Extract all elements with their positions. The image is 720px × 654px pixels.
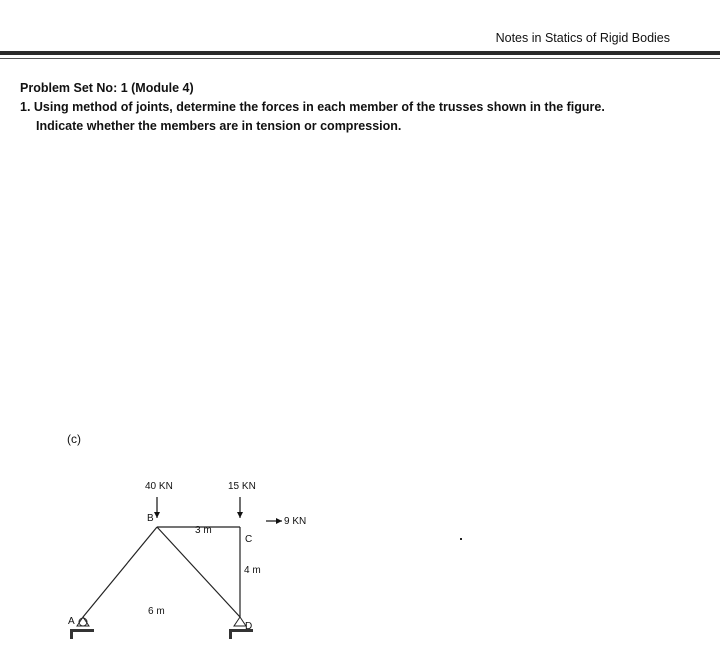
question-line-1: 1. Using method of joints, determine the forces in each member of the trusses shown in the figure. [20,100,605,114]
joint-label-c: C [245,534,253,545]
member-ab [83,527,157,617]
dimension-label-ad: 6 m [148,606,165,617]
joint-label-b: B [147,513,154,524]
dimension-label-cd: 4 m [244,565,261,576]
load-label-c: 15 KN [228,481,256,492]
page-header-title: Notes in Statics of Rigid Bodies [495,31,670,45]
figure-part-label: (c) [67,432,81,446]
problem-set-title: Problem Set No: 1 (Module 4) [20,81,194,95]
joint-label-a: A [68,616,75,627]
member-bd [157,527,240,617]
load-label-c-horizontal: 9 KN [284,516,307,527]
joint-label-d: D [245,621,253,632]
load-label-b: 40 KN [145,481,173,492]
question-line-2: Indicate whether the members are in tension or compression. [36,119,402,133]
dimension-label-bc: 3 m [195,525,212,536]
